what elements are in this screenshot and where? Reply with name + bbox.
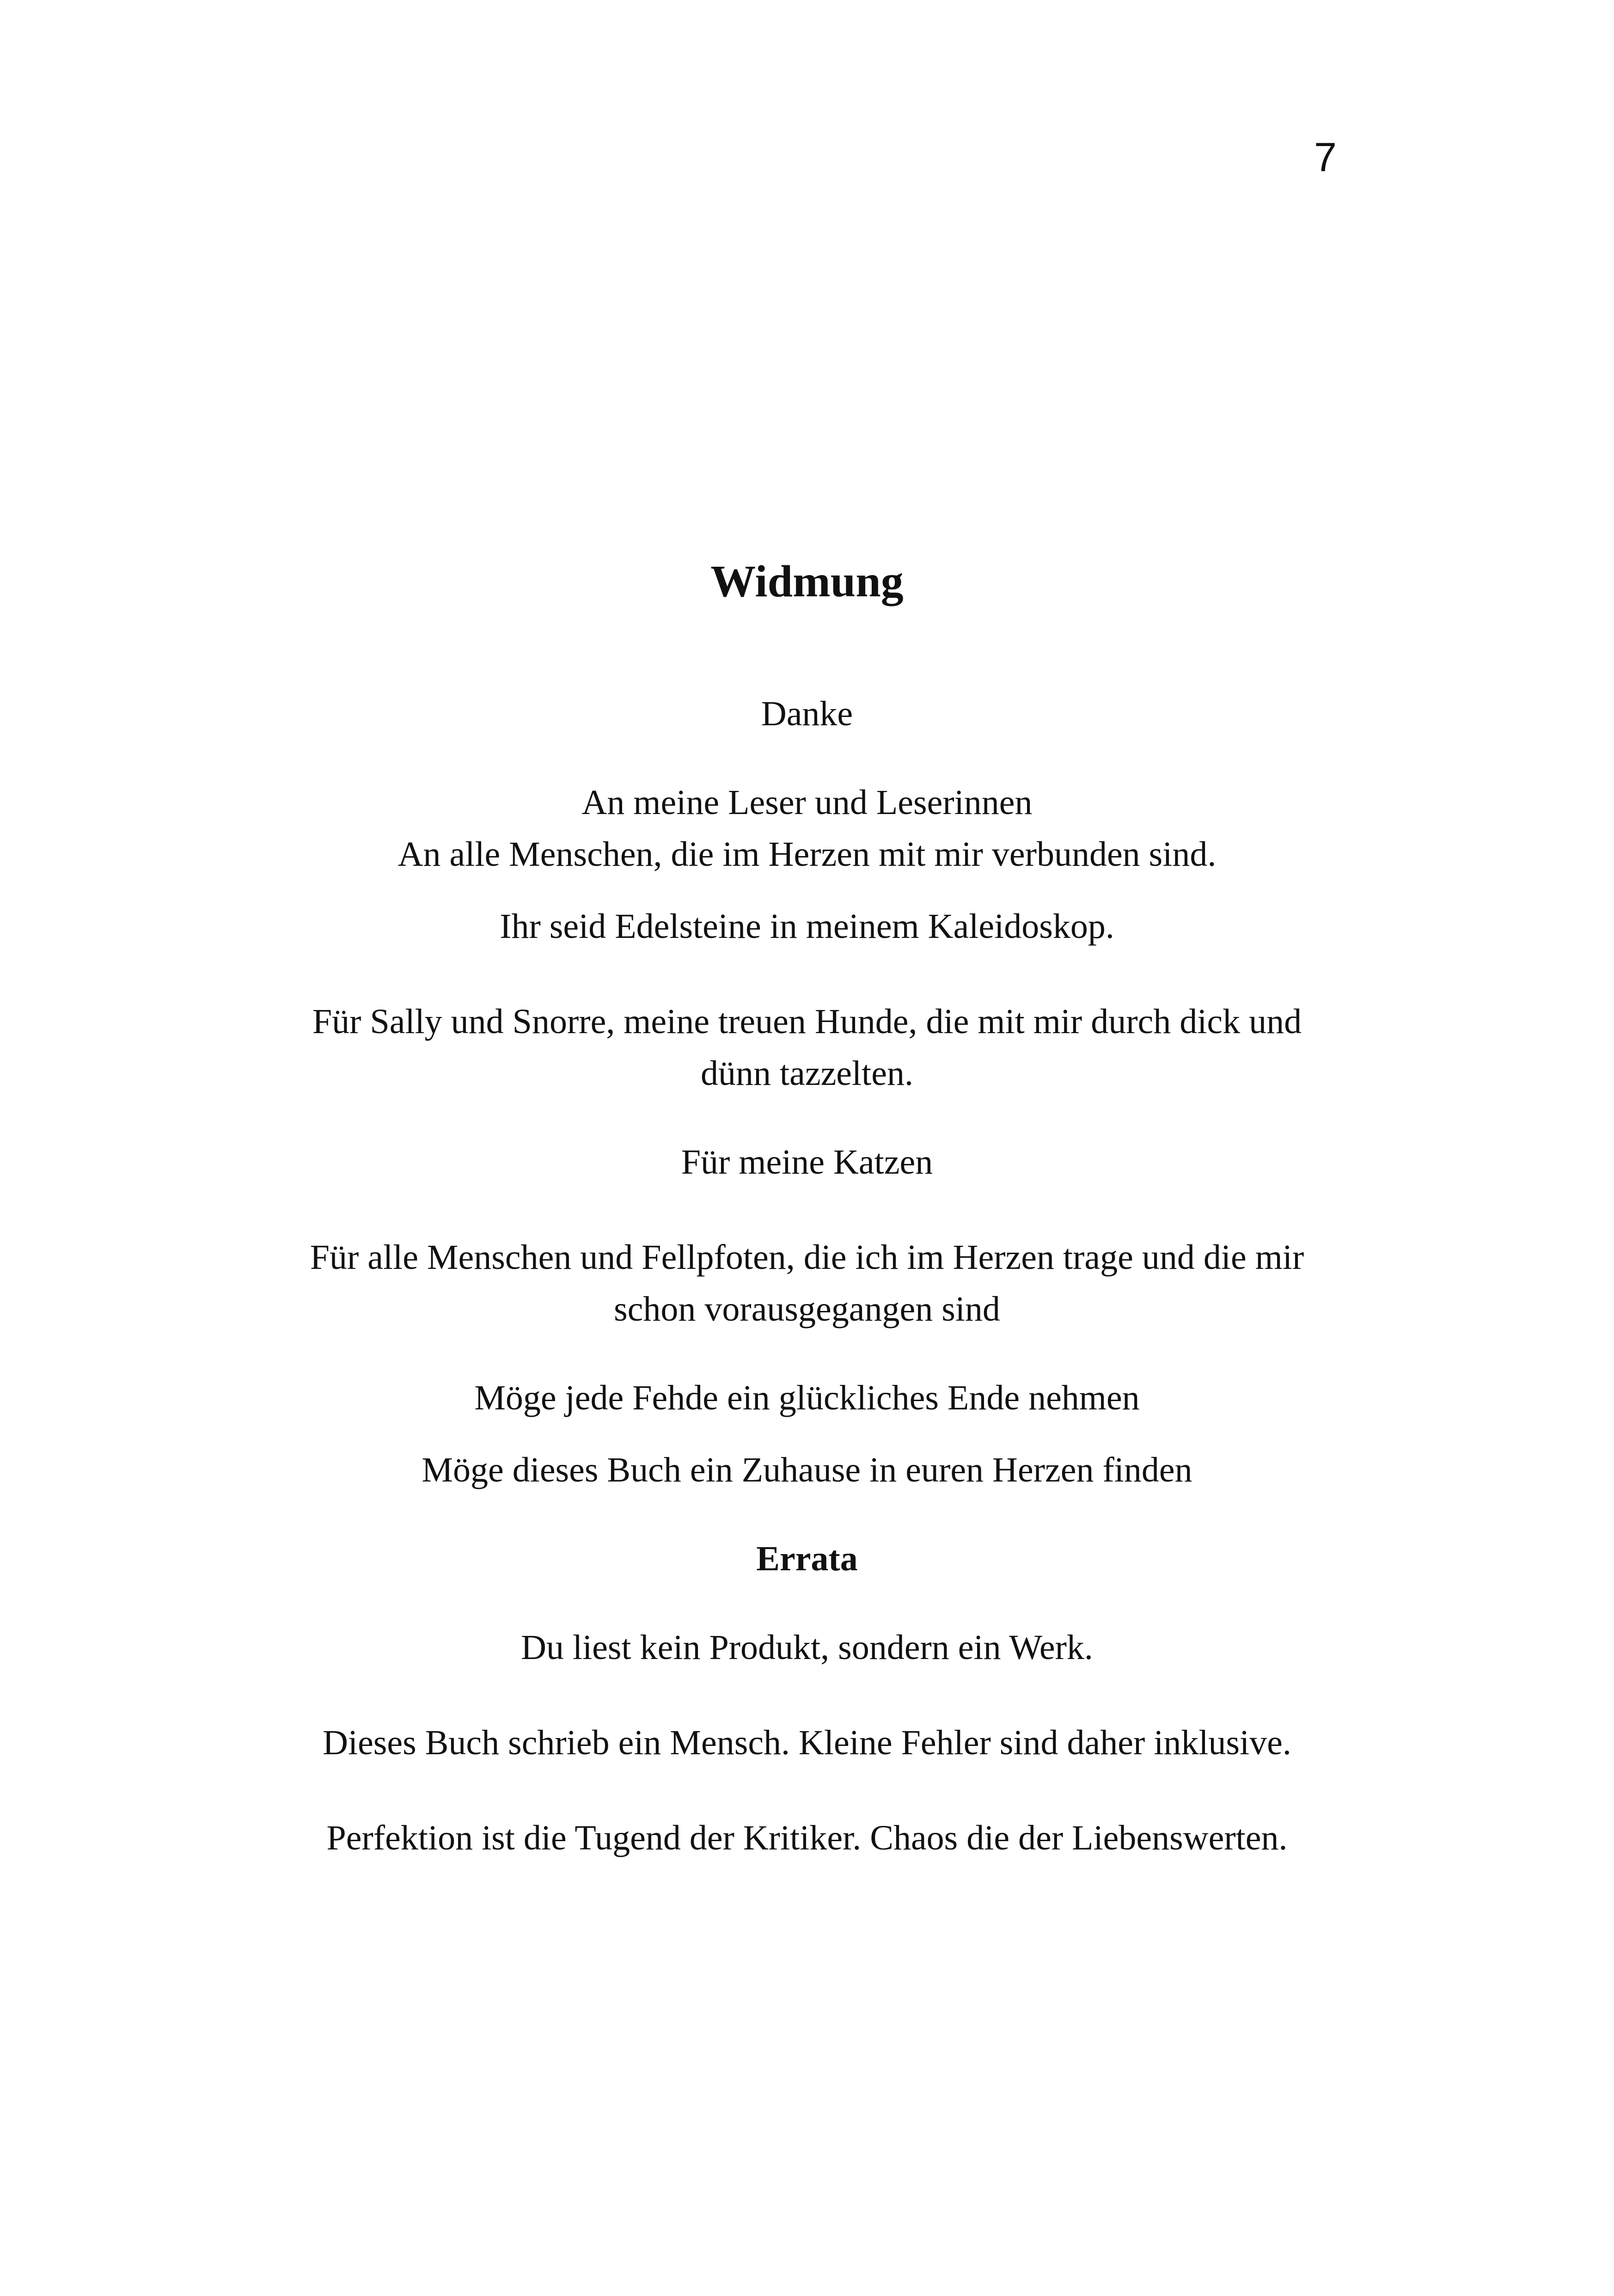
departed-paragraph bbox=[259, 1231, 1355, 1335]
errata-line-3: Perfektion ist die Tugend der Kritiker. Chaos die der Liebenswerten. bbox=[326, 1818, 1288, 1857]
dogs-line-2: dünn tazzelten. bbox=[700, 1053, 913, 1093]
errata-title: Errata bbox=[756, 1539, 858, 1578]
readers-line-2: An alle Menschen, die im Herzen mit mir verbunden sind. bbox=[397, 834, 1217, 874]
dogs-line-1: Für Sally und Snorre, meine treuen Hunde, die mit mir durch dick und bbox=[312, 1002, 1302, 1041]
readers-line-1: An meine Leser und Leserinnen bbox=[581, 783, 1033, 822]
wish-line-2: Möge dieses Buch ein Zuhause in euren Herzen finden bbox=[422, 1450, 1192, 1489]
cats-line: Für meine Katzen bbox=[681, 1142, 933, 1182]
departed-line-2: schon vorausgegangen sind bbox=[614, 1289, 1000, 1329]
thanks-line: Danke bbox=[761, 694, 853, 733]
departed-line-1: Für alle Menschen und Fellpfoten, die ich im Herzen trage und die mir bbox=[310, 1237, 1304, 1277]
readers-paragraph bbox=[259, 777, 1355, 880]
dogs-paragraph bbox=[259, 996, 1355, 1099]
wish-line-1: Möge jede Fehde ein glückliches Ende nehmen bbox=[474, 1378, 1140, 1417]
gems-line: Ihr seid Edelsteine in meinem Kaleidoskop. bbox=[500, 906, 1114, 946]
errata-line-2: Dieses Buch schrieb ein Mensch. Kleine Fehler sind daher inklusive. bbox=[323, 1723, 1291, 1762]
errata-line-1: Du liest kein Produkt, sondern ein Werk. bbox=[521, 1628, 1093, 1667]
dedication-title: Widmung bbox=[710, 557, 904, 606]
page-number: 7 bbox=[1314, 134, 1337, 180]
page-content bbox=[259, 555, 1355, 1864]
